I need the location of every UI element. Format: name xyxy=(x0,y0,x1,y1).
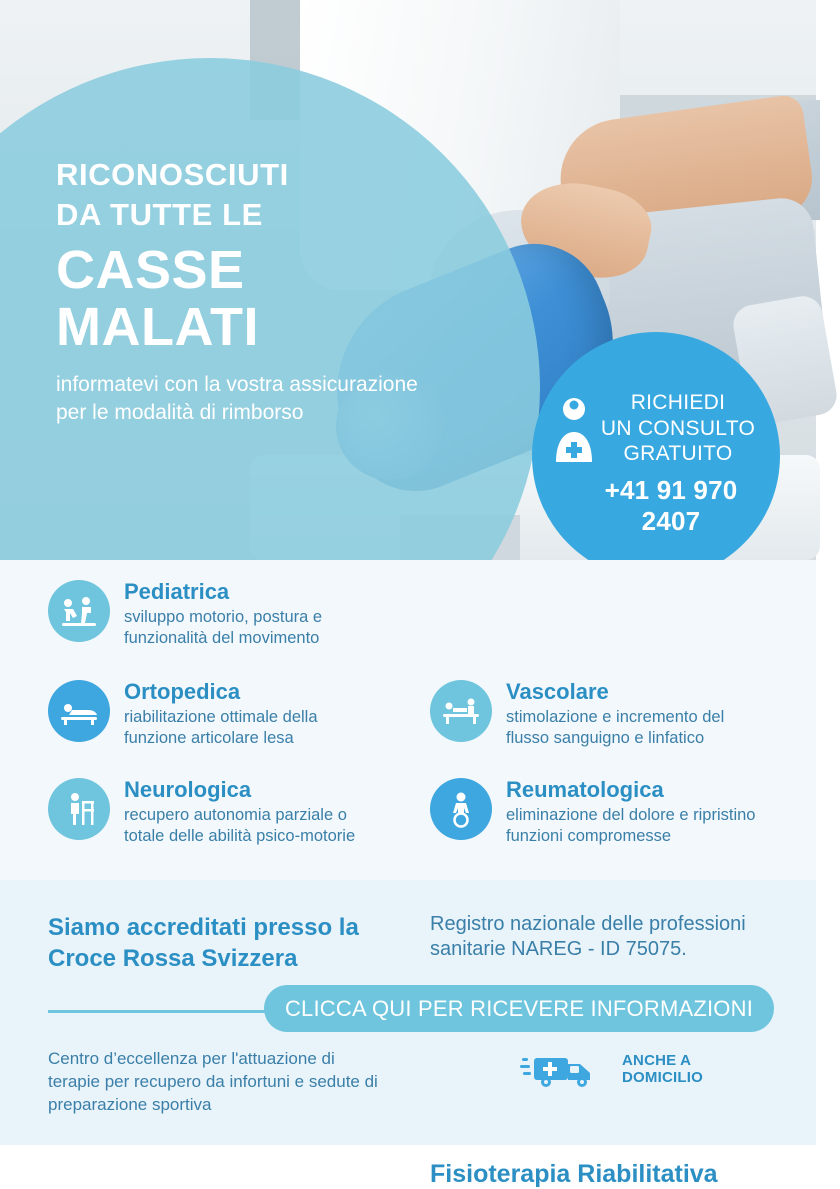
person-wheelchair-icon xyxy=(446,791,476,827)
cta-divider xyxy=(48,1010,280,1013)
consult-line-2: UN CONSULTO xyxy=(600,416,756,440)
walker-person-icon xyxy=(62,791,96,827)
home-service-line-2: DOMICILIO xyxy=(622,1069,703,1086)
service-text-neurologica xyxy=(124,778,374,847)
service-title-reumatologica: Reumatologica xyxy=(506,777,664,802)
service-title-pediatrica: Pediatrica xyxy=(124,579,230,604)
ambulance-icon xyxy=(520,1048,612,1090)
service-badge-pediatrica xyxy=(48,580,110,642)
home-service-line-1: ANCHE A xyxy=(622,1051,692,1069)
service-desc-ortopedica: riabilitazione ottimale della funzione articolare lesa xyxy=(124,708,318,748)
service-text-ortopedica xyxy=(124,680,374,749)
hero-subtext: informatevi con la vostra assicurazione per le modalità di rimborso xyxy=(56,372,418,424)
service-badge-reumatologica xyxy=(430,778,492,840)
service-item-reumatologica xyxy=(430,778,756,847)
service-desc-vascolare: stimolazione e incremento del flusso sanguigno e linfatico xyxy=(506,708,725,748)
excellence-text: Centro d’eccellenza per l'attuazione di terapie per recupero da infortuni e sedute di preparazione sportiva xyxy=(48,1049,378,1114)
service-item-neurologica xyxy=(48,778,374,847)
child-therapy-icon xyxy=(60,595,98,627)
services-section-title: Fisioterapia Riabilitativa xyxy=(430,1160,718,1188)
cta-button[interactable]: CLICCA QUI PER RICEVERE INFORMAZIONI xyxy=(264,985,774,1032)
massage-table-icon xyxy=(441,696,481,726)
service-title-neurologica: Neurologica xyxy=(124,777,252,802)
service-item-vascolare xyxy=(430,680,756,749)
consult-badge[interactable] xyxy=(532,332,780,580)
service-badge-vascolare xyxy=(430,680,492,742)
footer-section xyxy=(0,880,816,1145)
hero-section xyxy=(0,0,816,560)
service-item-pediatrica xyxy=(48,580,374,649)
service-badge-neurologica xyxy=(48,778,110,840)
headline-line-2: DA TUTTE LE xyxy=(56,196,263,232)
headline-line-3: CASSE xyxy=(56,240,245,301)
service-badge-ortopedica xyxy=(48,680,110,742)
service-title-vascolare: Vascolare xyxy=(506,679,609,704)
service-title-ortopedica: Ortopedica xyxy=(124,679,241,704)
consult-line-1: RICHIEDI xyxy=(630,391,726,414)
consult-phone-number[interactable]: +41 91 970 2407 xyxy=(604,474,738,536)
service-desc-neurologica: recupero autonomia parziale o totale delle abilità psico-motorie xyxy=(124,806,356,846)
service-text-reumatologica xyxy=(506,778,756,847)
service-text-vascolare xyxy=(506,680,756,749)
service-desc-reumatologica: eliminazione del dolore e ripristino funzioni compromesse xyxy=(506,806,756,846)
service-item-ortopedica xyxy=(48,680,374,749)
home-service-block xyxy=(520,1048,703,1090)
home-service-text xyxy=(622,1052,703,1087)
service-desc-pediatrica: sviluppo motorio, postura e funzionalità del movimento xyxy=(124,608,323,648)
accreditation-text: Siamo accreditati presso la Croce Rossa Svizzera xyxy=(48,914,359,972)
patient-lying-icon xyxy=(59,697,99,725)
consult-line-3: GRATUITO xyxy=(623,442,733,466)
consult-text-block xyxy=(588,390,768,537)
hero-headline-block xyxy=(56,155,436,427)
headline-line-4: MALATI xyxy=(56,296,259,357)
registry-text: Registro nazionale delle professioni sanitarie NAREG - ID 75075. xyxy=(430,913,746,960)
headline-line-1: RICONOSCIUTI xyxy=(56,157,289,192)
service-text-pediatrica xyxy=(124,580,374,649)
